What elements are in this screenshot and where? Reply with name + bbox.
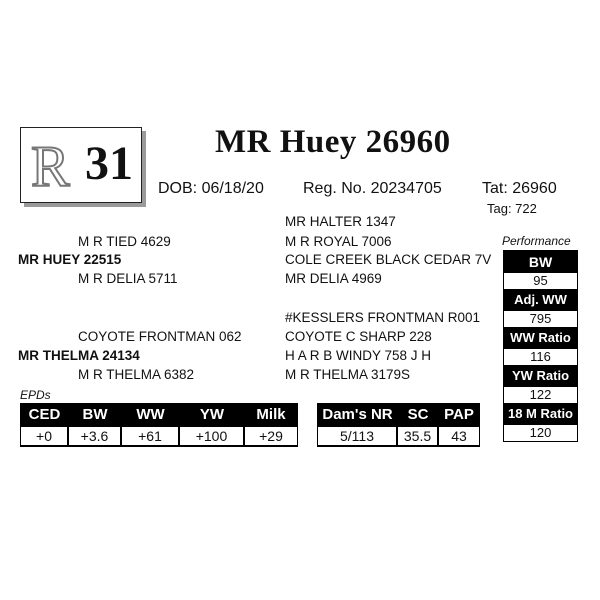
- epd-ww-value: +61: [122, 427, 179, 445]
- animal-name: MR Huey 26960: [215, 124, 451, 160]
- perf-ywratio-header: YW Ratio: [504, 365, 577, 387]
- ranch-brand-logo: [27, 130, 71, 198]
- pedigree-sire: MR HUEY 22515: [18, 252, 122, 267]
- perf-18mratio-value: 120: [504, 425, 577, 441]
- pedigree-dam-dam: M R THELMA 6382: [78, 367, 195, 382]
- pedigree-dds: H A R B WINDY 758 J H: [285, 348, 432, 363]
- tattoo-text: Tat: 26960: [482, 180, 557, 197]
- epd-label: EPDs: [20, 388, 51, 402]
- perf-adjww-value: 795: [504, 311, 577, 327]
- pedigree-sire-dam: M R DELIA 5711: [78, 271, 178, 286]
- pedigree-ddd: M R THELMA 3179S: [285, 367, 411, 382]
- epd-yw-value: +100: [180, 427, 244, 445]
- pedigree-sds: COLE CREEK BLACK CEDAR 7V: [285, 252, 492, 267]
- perf-bw-header: BW: [504, 251, 577, 273]
- epd-milk-value: +29: [245, 427, 297, 445]
- pedigree-sss: MR HALTER 1347: [285, 214, 396, 229]
- dam-sc-value: 35.5: [398, 427, 438, 445]
- lot-number-box: [20, 127, 142, 203]
- dob-text: DOB: 06/18/20: [158, 180, 264, 197]
- perf-wwratio-value: 116: [504, 349, 577, 365]
- pedigree-dam-sire: COYOTE FRONTMAN 062: [78, 329, 242, 344]
- perf-ywratio-value: 122: [504, 387, 577, 403]
- tag-text: Tag: 722: [487, 201, 537, 216]
- performance-table: [503, 250, 578, 442]
- performance-label: Performance: [502, 234, 571, 248]
- perf-18mratio-header: 18 M Ratio: [504, 403, 577, 425]
- dam-pap-value: 43: [439, 427, 479, 445]
- pedigree-sire-sire: M R TIED 4629: [78, 234, 171, 249]
- pedigree-dam: MR THELMA 24134: [18, 348, 140, 363]
- dam-sc-header: SC: [398, 404, 438, 426]
- lot-number: 31: [85, 137, 133, 190]
- epd-bw-value: +3.6: [69, 427, 121, 445]
- perf-adjww-header: Adj. WW: [504, 289, 577, 311]
- pedigree-dsd: COYOTE C SHARP 228: [285, 329, 432, 344]
- dam-nr-value: 5/113: [318, 427, 397, 445]
- epd-bw-header: BW: [69, 404, 121, 426]
- epd-yw-header: YW: [180, 404, 244, 426]
- epd-milk-header: Milk: [245, 404, 297, 426]
- pedigree-ssd: M R ROYAL 7006: [285, 234, 392, 249]
- epd-ced-value: +0: [21, 427, 68, 445]
- pedigree-dss: #KESSLERS FRONTMAN R001: [285, 310, 481, 325]
- perf-bw-value: 95: [504, 273, 577, 289]
- epd-ww-header: WW: [122, 404, 179, 426]
- dam-nr-header: Dam's NR: [318, 404, 397, 426]
- dam-stats-table: [317, 403, 480, 447]
- dam-pap-header: PAP: [439, 404, 479, 426]
- pedigree-sdd: MR DELIA 4969: [285, 271, 382, 286]
- svg-text:R: R: [31, 134, 70, 198]
- epd-ced-header: CED: [21, 404, 68, 426]
- epd-table: [20, 403, 298, 447]
- reg-number: Reg. No. 20234705: [303, 180, 442, 197]
- perf-wwratio-header: WW Ratio: [504, 327, 577, 349]
